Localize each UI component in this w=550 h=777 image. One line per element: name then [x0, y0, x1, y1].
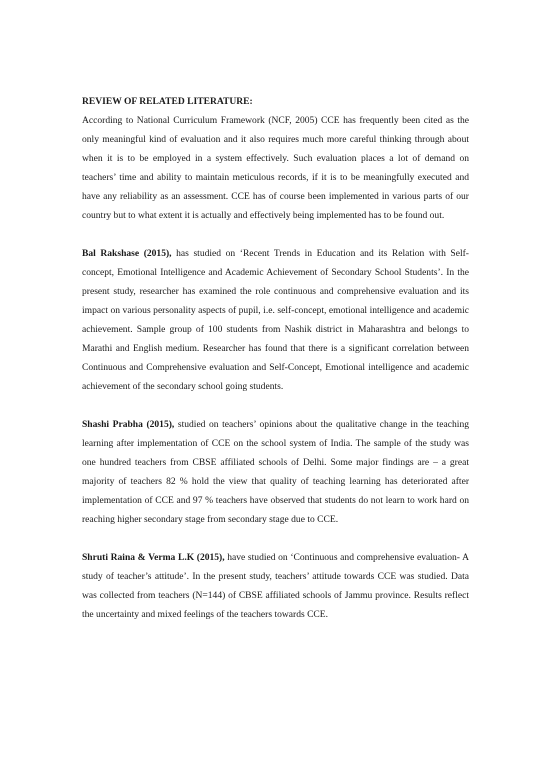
review-author: Shashi Prabha (2015),: [82, 419, 175, 430]
review-paragraph-prabha: [82, 415, 469, 529]
review-paragraph-raina-verma: [82, 548, 469, 624]
section-heading: REVIEW OF RELATED LITERATURE:: [82, 96, 253, 107]
intro-paragraph: According to National Curriculum Framework (NCF, 2005) CCE has frequently been cited as the only meaningful kind of evaluation and it also requires much more careful thinking through about when it is to be employed in a system effectively. Such evaluation places a lot of demand on teachers’ time and ability to maintain meticulous records, if it is to be meaningfully executed and have any reliability as an assessment. CCE has of course been implemented in various parts of our country but to what extent it is actually and effectively being implemented has to be found out.: [82, 115, 469, 221]
review-author: Bal Rakshase (2015),: [82, 248, 172, 259]
review-author: Shruti Raina & Verma L.K (2015),: [82, 552, 225, 563]
document-body: [82, 92, 469, 643]
review-paragraph-rakshase: [82, 244, 469, 396]
review-text: has studied on ‘Recent Trends in Education and its Relation with Self-concept, Emotional Intelligence and Academic Achievement of Secondary School Students’. In the present study, researcher has examined the role continuous and comprehensive evaluation and its impact on various personality aspects of pupil, i.e. self-concept, emotional intelligence and academic achievement. Sample group of 100 students from Nashik district in Maharashtra and belongs to Marathi and English medium. Researcher has found that there is a significant correlation between Continuous and Comprehensive evaluation and Self-Concept, Emotional intelligence and academic achievement of the secondary school going students.: [82, 248, 469, 392]
review-text: have studied on ‘Continuous and comprehensive evaluation- A study of teacher’s attitude’. In the present study, teachers’ attitude towards CCE was studied. Data was collected from teachers (N=144) of CBSE affiliated schools of Jammu province. Results reflect the uncertainty and mixed feelings of the teachers towards CCE.: [82, 552, 469, 620]
review-text: studied on teachers’ opinions about the qualitative change in the teaching learning after implementation of CCE on the school system of India. The sample of the study was one hundred teachers from CBSE affiliated schools of Delhi. Some major findings are – a great majority of teachers 82 % hold the view that quality of teaching learning has deteriorated after implementation of CCE and 97 % teachers have observed that students do not learn to work hard on reaching higher secondary stage from secondary stage due to CCE.: [82, 419, 469, 525]
